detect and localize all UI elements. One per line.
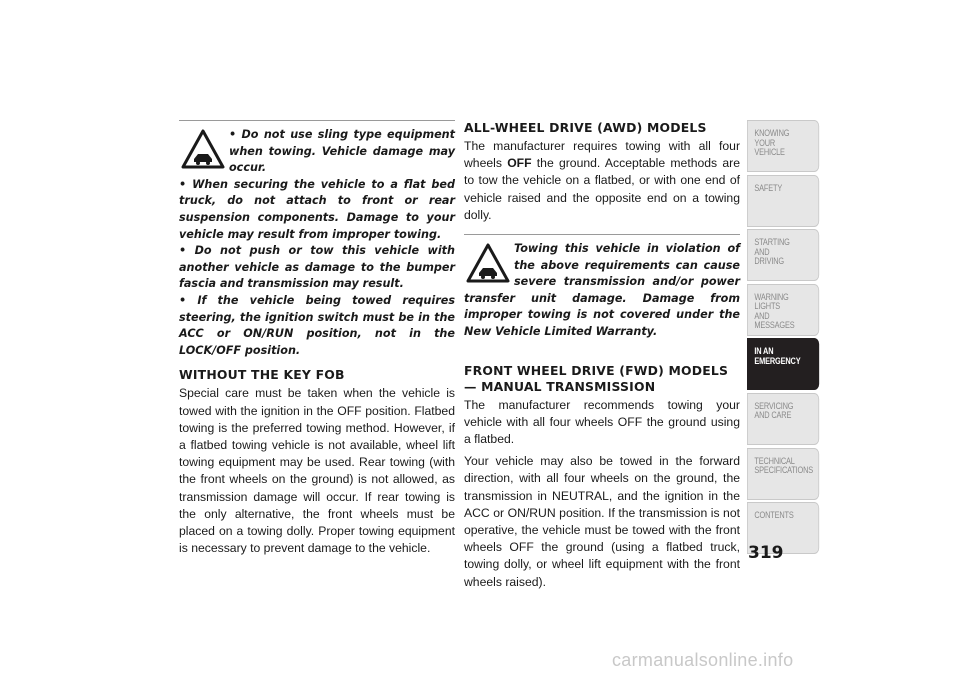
warning-triangle-car-icon (181, 129, 225, 169)
tab-label: SERVICING AND CARE (754, 400, 794, 421)
section-tabs (747, 120, 819, 557)
warning-top-rule (179, 120, 455, 121)
tab-starting-and-driving[interactable] (747, 229, 819, 281)
awd-warning-box (464, 241, 740, 341)
tab-label: SAFETY (754, 182, 783, 193)
tab-in-an-emergency[interactable] (747, 338, 819, 390)
fwd-heading: FRONT WHEEL DRIVE (FWD) MODELS — MANUAL TRANSMISSION (464, 362, 729, 394)
tab-label: TECHNICAL SPECIFICATIONS (754, 455, 814, 476)
tab-warning-lights-and-messages[interactable] (747, 284, 819, 336)
tab-label: IN AN EMERGENCY (754, 346, 801, 366)
awd-body-bold: OFF (507, 156, 532, 171)
tab-label: CONTENTS (754, 510, 794, 521)
awd-heading: ALL-WHEEL DRIVE (AWD) MODELS (464, 120, 707, 135)
tab-label: KNOWING YOUR VEHICLE (754, 128, 790, 157)
tab-safety[interactable] (747, 175, 819, 227)
tab-technical-specifications[interactable] (747, 448, 819, 500)
warning-para-3: • Do not push or tow this vehicle with another vehicle as damage to the bumper fascia and transmission may result. (179, 244, 455, 291)
tab-servicing-and-care[interactable] (747, 393, 819, 445)
fwd-body-1: The manufacturer recommends towing your vehicle with all four wheels OFF the ground using a flatbed. (464, 397, 740, 446)
awd-body (464, 138, 740, 224)
left-column (179, 120, 455, 562)
warning-para-1: • Do not use sling type equipment when towing. Vehicle damage may occur. (229, 128, 455, 175)
awd-warning-rule (464, 234, 740, 235)
tab-label: STARTING AND DRIVING (754, 237, 790, 267)
warning-triangle-car-icon (466, 243, 510, 283)
awd-warning-text: Towing this vehicle in violation of the above requirements can cause severe transmission and/or power transfer unit damage. Damage from improper towing is not covered under the New Vehicle Limited Warranty. (464, 242, 740, 338)
warning-para-2: • When securing the vehicle to a flat bed truck, do not attach to front or rear suspension components. Damage to your vehicle may result from improper towing. (179, 177, 455, 241)
tab-label: WARNING LIGHTS AND MESSAGES (754, 291, 795, 331)
awd-body-pre: The manufacturer requires towing with all four wheels (464, 139, 740, 171)
tab-knowing-your-vehicle[interactable] (747, 120, 819, 172)
fwd-body-2: Your vehicle may also be towed in the forward direction, with all four wheels on the ground, the transmission in NEUTRAL, and the ignition in the ACC or ON/RUN position. If the transmission is not operative, the vehicle must be towed with the front wheels OFF the ground (using a flatbed truck, towing dolly, or wheel lift equipment with the front wheels raised). (464, 454, 740, 589)
without-key-fob-body: Special care must be taken when the vehicle is towed with the ignition in the OFF position. Flatbed towing is the preferred towing method. However, if a flatbed towing vehicle is not available, wheel lift towing equipment may be used. Rear towing (with the front wheels on the ground) is not allowed, as transmission damage will occur. If rear towing is the only alternative, the front wheels must be placed on a towing dolly. Proper towing equipment is necessary to prevent damage to the vehicle. (179, 386, 455, 556)
page-number: 319 (748, 543, 784, 563)
towing-warning-box (179, 127, 455, 359)
awd-body-post: the ground. Acceptable methods are to tow the vehicle on a flatbed, or with one end of vehicle raised and the opposite end on a towing dolly. (464, 156, 741, 222)
right-column (464, 120, 740, 596)
watermark: carmanualsonline.info (612, 650, 794, 670)
warning-para-4: • If the vehicle being towed requires steering, the ignition switch must be in the ACC or ON/RUN position, not in the LOCK/OFF position. (179, 293, 455, 357)
without-key-fob-heading: WITHOUT THE KEY FOB (179, 367, 345, 383)
